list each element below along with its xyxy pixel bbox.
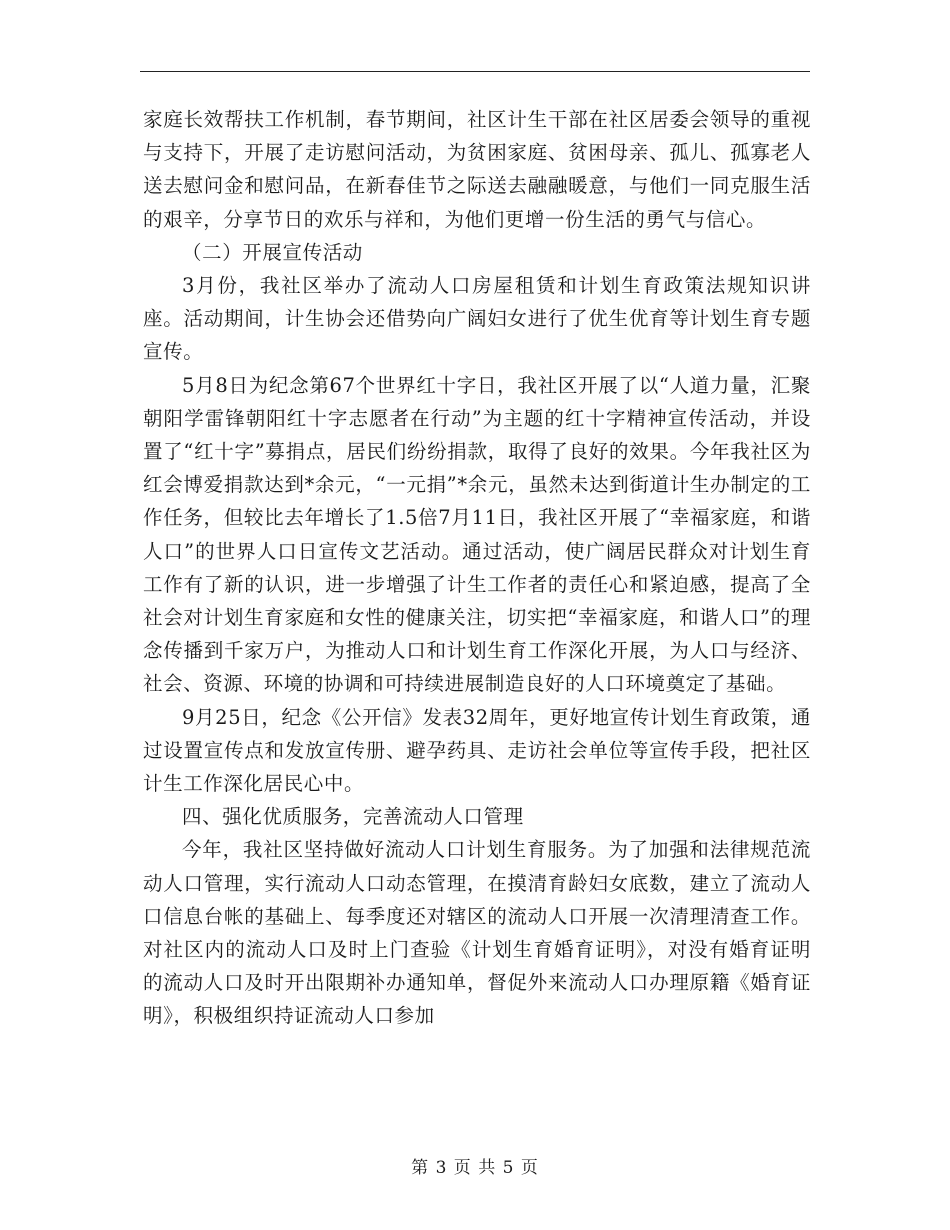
document-body — [143, 103, 811, 1033]
paragraph-continuation: 家庭长效帮扶工作机制，春节期间，社区计生干部在社区居委会领导的重视与支持下，开展了走访慰问活动，为贫困家庭、贫困母亲、孤儿、孤寡老人送去慰问金和慰问品，在新春佳节之际送去融融暖意，与他们一同克服生活的艰辛，分享节日的欢乐与祥和，为他们更增一份生活的勇气与信心。 — [143, 108, 811, 231]
paragraph-red-cross-day: 5月8日为纪念第67个世界红十字日，我社区开展了以“人道力量，汇聚朝阳学雷锋朝阳红十字志愿者在行动”为主题的红十字精神宣传活动，并设置了“红十字”募捐点，居民们纷纷捐款，取得了良好的效果。今年我社区为红会博爱捐款达到*余元，“一元捐”*余元，虽然未达到街道计生办制定的工作任务，但较比去年增长了1.5倍7月11日，我社区开展了“幸福家庭，和谐人口”的世界人口日宣传文艺活动。通过活动，使广阔居民群众对计划生育工作有了新的认识，进一步增强了计生工作者的责任心和紧迫感，提高了全社会对计划生育家庭和女性的健康关注，切实把“幸福家庭，和谐人口”的理念传播到千家万户，为推动人口和计划生育工作深化开展，为人口与经济、社会、资源、环境的协调和可持续进展制造良好的人口环境奠定了基础。 — [143, 373, 811, 696]
page-number-footer: 第 3 页 共 5 页 — [411, 1158, 539, 1178]
header-rule — [140, 71, 810, 72]
paragraph-march-lecture: 3月份，我社区举办了流动人口房屋租赁和计划生育政策法规知识讲座。活动期间，计生协会还借势向广阔妇女进行了优生优育等计划生育专题宣传。 — [143, 274, 811, 364]
paragraph-floating-population: 今年，我社区坚持做好流动人口计划生育服务。为了加强和法律规范流动人口管理，实行流动人口动态管理，在摸清育龄妇女底数，建立了流动人口信息台帐的基础上、每季度还对辖区的流动人口开展一次清理清查工作。对社区内的流动人口及时上门查验《计划生育婚育证明》，对没有婚育证明的流动人口及时开出限期补办通知单，督促外来流动人口办理原籍《婚育证明》，积极组织持证流动人口参加 — [143, 838, 811, 1028]
section-heading-publicity: （二）开展宣传活动 — [182, 240, 363, 264]
paragraph-open-letter: 9月25日，纪念《公开信》发表32周年，更好地宣传计划生育政策，通过设置宣传点和发放宣传册、避孕药具、走访社会单位等宣传手段，把社区计生工作深化居民心中。 — [143, 705, 811, 796]
section-heading-service: 四、强化优质服务，完善流动人口管理 — [182, 805, 524, 829]
